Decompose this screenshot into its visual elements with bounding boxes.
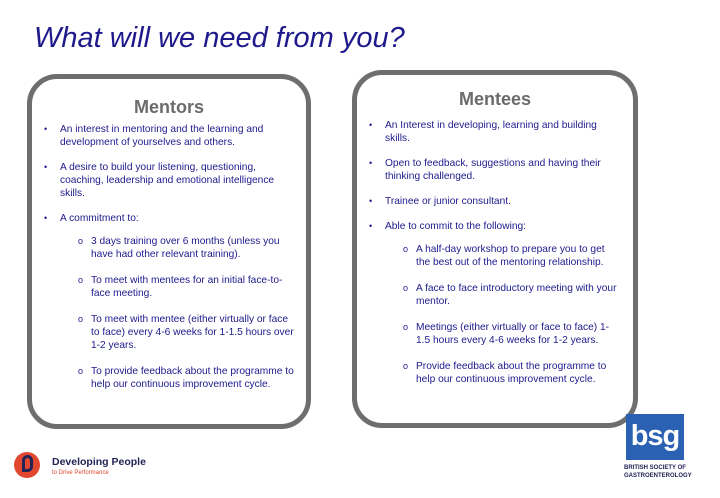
bullet-icon: • (369, 196, 373, 206)
dp-logo-name: Developing People (52, 456, 146, 468)
bullet-icon: • (44, 124, 48, 134)
circle-bullet-icon: o (403, 244, 409, 254)
circle-bullet-icon: o (78, 314, 84, 324)
list-item-text: An Interest in developing, learning and building skills. (385, 120, 597, 144)
list-item-text: A commitment to: (60, 213, 139, 224)
list-item-text: Trainee or junior consultant. (385, 196, 511, 207)
list-item (44, 212, 294, 391)
list-item-text: An interest in mentoring and the learning and development of yourselves and others. (60, 124, 264, 148)
list-item-text: A desire to build your listening, questioning, coaching, leadership and emotional intelligence skills. (60, 162, 275, 199)
sub-list-item-text: A face to face introductory meeting with your mentor. (416, 283, 617, 307)
mentees-heading: Mentees (458, 89, 532, 109)
bullet-icon: • (44, 162, 48, 172)
circle-bullet-icon: o (78, 275, 84, 285)
bullet-icon: • (369, 158, 373, 168)
sub-list-item-text: Provide feedback about the programme to help our continuous improvement cycle. (416, 361, 607, 385)
bullet-icon: • (44, 213, 48, 223)
list-item (369, 220, 619, 386)
sub-list-item-text: Meetings (either virtually or face to face) 1-1.5 hours every 4-6 weeks for 1-2 years. (416, 322, 610, 346)
mentees-sublist (403, 243, 619, 386)
sub-list-item-text: To meet with mentee (either virtually or face to face) every 4-6 weeks for 1-1.5 hours over 1-2 years. (91, 314, 294, 351)
sub-list-item-text: 3 days training over 6 months (unless you have had other relevant training). (91, 236, 280, 260)
list-item (369, 119, 619, 145)
dp-logo-icon (14, 452, 40, 478)
sub-list-item (403, 282, 619, 308)
list-item (369, 195, 619, 208)
list-item (44, 123, 294, 149)
bullet-icon: • (369, 221, 373, 231)
bsg-logo-mark: bsg (626, 414, 684, 460)
list-item (369, 157, 619, 183)
mentors-list (44, 123, 294, 404)
sub-list-item (78, 235, 294, 261)
sub-list-item (403, 321, 619, 347)
sub-list-item-text: To meet with mentees for an initial face-to-face meeting. (91, 275, 283, 299)
sub-list-item (78, 274, 294, 300)
mentees-card (352, 70, 638, 428)
sub-list-item-text: To provide feedback about the programme to help our continuous improvement cycle. (91, 366, 294, 390)
sub-list-item (403, 360, 619, 386)
mentors-sublist (78, 235, 294, 391)
circle-bullet-icon: o (78, 236, 84, 246)
mentees-list (369, 119, 619, 399)
sub-list-item (403, 243, 619, 269)
bsg-logo-name: BRITISH SOCIETY OF GASTROENTEROLOGY (624, 465, 692, 479)
mentors-heading: Mentors (133, 97, 204, 117)
dp-logo-tagline: to Drive Performance (52, 470, 109, 476)
mentors-card (27, 74, 311, 429)
bullet-icon: • (369, 120, 373, 130)
sub-list-item-text: A half-day workshop to prepare you to get the best out of the mentoring relationship. (416, 244, 605, 268)
list-item-text: Open to feedback, suggestions and having their thinking challenged. (385, 158, 601, 182)
sub-list-item (78, 313, 294, 352)
circle-bullet-icon: o (78, 366, 84, 376)
circle-bullet-icon: o (403, 283, 409, 293)
list-item (44, 161, 294, 200)
sub-list-item (78, 365, 294, 391)
circle-bullet-icon: o (403, 322, 409, 332)
page-title: What will we need from you? (34, 22, 405, 54)
circle-bullet-icon: o (403, 361, 409, 371)
list-item-text: Able to commit to the following: (385, 221, 526, 232)
